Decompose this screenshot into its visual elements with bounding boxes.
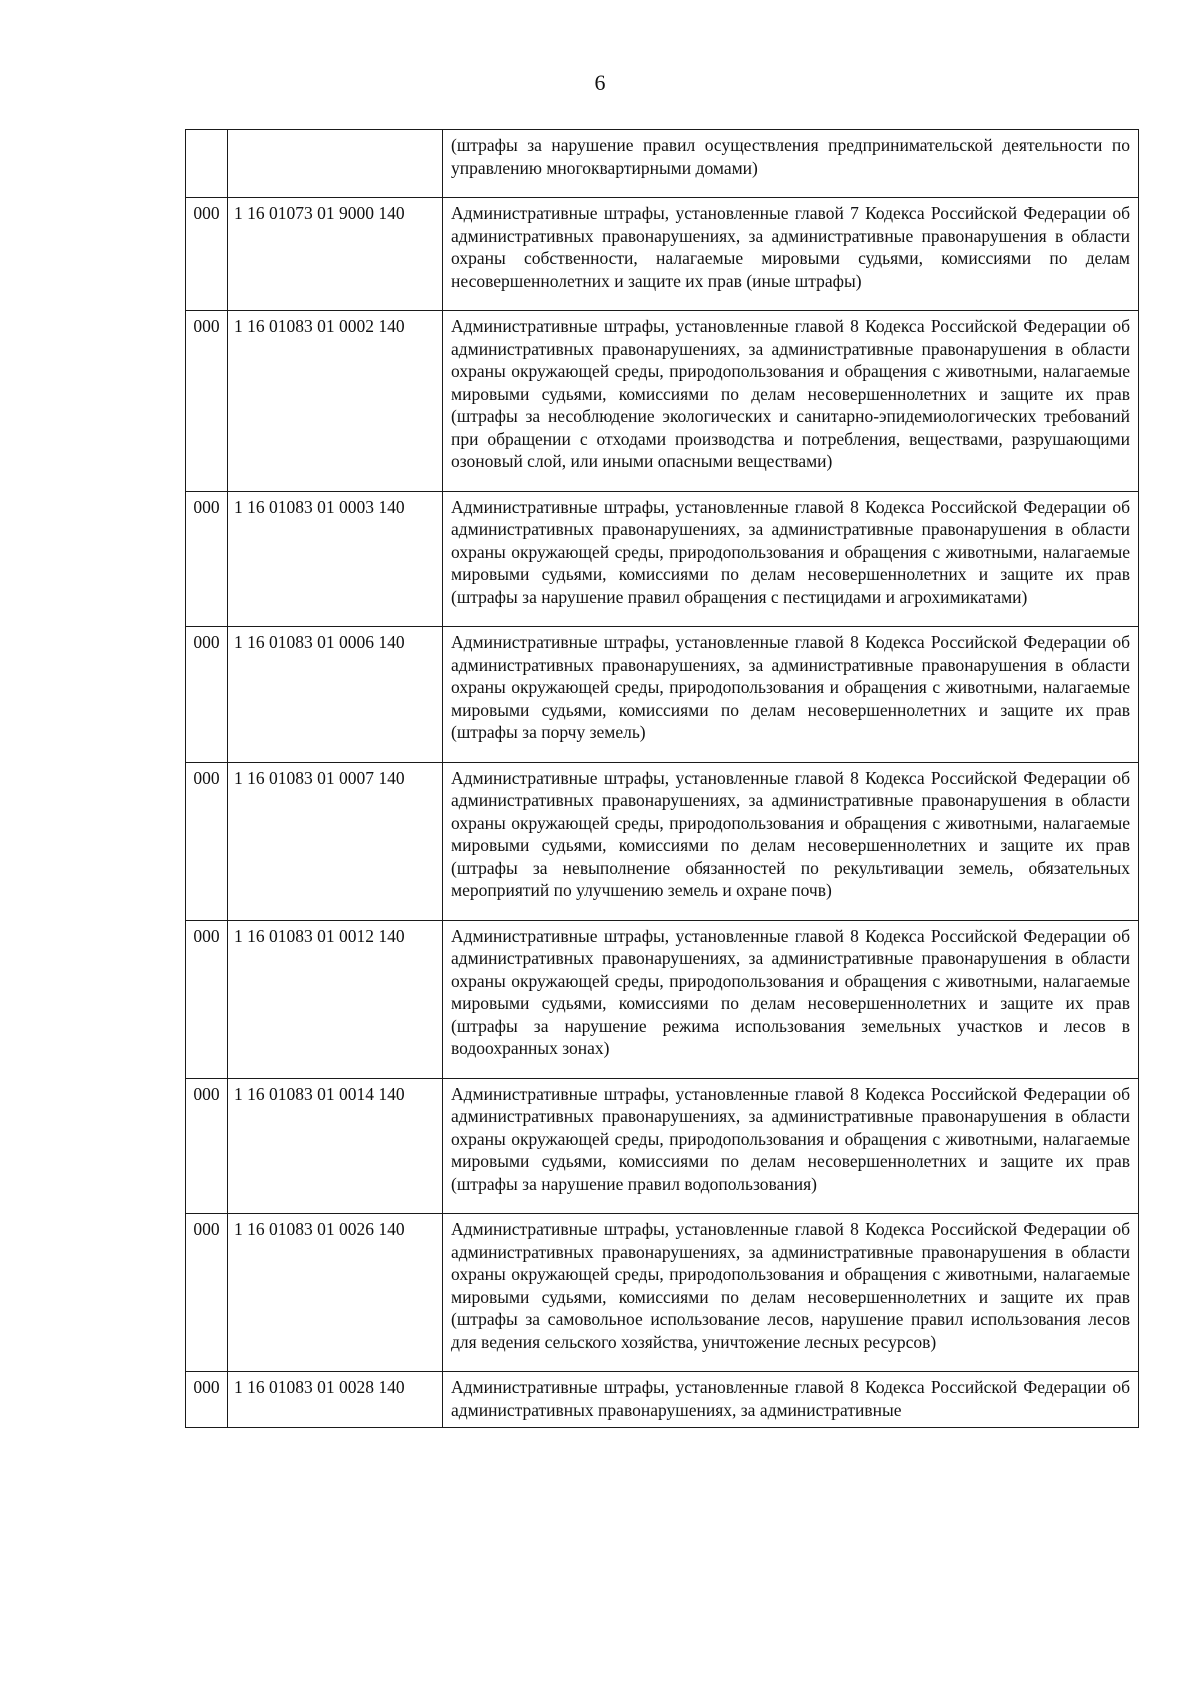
admin-code-cell: 000 [186,198,228,311]
budget-code-cell: 1 16 01083 01 0007 140 [228,762,443,920]
description-cell: Административные штрафы, установленные главой 8 Кодекса Российской Федерации об административных правонарушениях, за административные правонарушения в области охраны окружающей среды, природопользования и обращения с животными, налагаемые мировыми судьями, комиссиями по делам несовершеннолетних и защите их прав (штрафы за нарушение правил водопользования) [443,1078,1139,1214]
admin-code-cell: 000 [186,627,228,763]
budget-code-cell: 1 16 01083 01 0014 140 [228,1078,443,1214]
admin-code-cell: 000 [186,920,228,1078]
description-cell: Административные штрафы, установленные главой 8 Кодекса Российской Федерации об административных правонарушениях, за административные правонарушения в области охраны окружающей среды, природопользования и обращения с животными, налагаемые мировыми судьями, комиссиями по делам несовершеннолетних и защите их прав (штрафы за самовольное использование лесов, нарушение правил использования лесов для ведения сельского хозяйства, уничтожение лесных ресурсов) [443,1214,1139,1372]
description-cell: Административные штрафы, установленные главой 8 Кодекса Российской Федерации об административных правонарушениях, за административные правонарушения в области охраны окружающей среды, природопользования и обращения с животными, налагаемые мировыми судьями, комиссиями по делам несовершеннолетних и защите их прав (штрафы за нарушение режима использования земельных участков и лесов в водоохранных зонах) [443,920,1139,1078]
description-cell: Административные штрафы, установленные главой 8 Кодекса Российской Федерации об административных правонарушениях, за административные правонарушения в области охраны окружающей среды, природопользования и обращения с животными, налагаемые мировыми судьями, комиссиями по делам несовершеннолетних и защите их прав (штрафы за несоблюдение экологических и санитарно-эпидемиологических требований при обращении с отходами производства и потребления, веществами, разрушающими озоновый слой, или иными опасными веществами) [443,311,1139,492]
description-cell: Административные штрафы, установленные главой 8 Кодекса Российской Федерации об административных правонарушениях, за административные [443,1372,1139,1428]
admin-code-cell: 000 [186,1372,228,1428]
admin-code-cell: 000 [186,1078,228,1214]
budget-code-cell: 1 16 01083 01 0002 140 [228,311,443,492]
description-cell: Административные штрафы, установленные главой 7 Кодекса Российской Федерации об административных правонарушениях, за административные правонарушения в области охраны собственности, налагаемые мировыми судьями, комиссиями по делам несовершеннолетних и защите их прав (иные штрафы) [443,198,1139,311]
admin-code-cell [186,130,228,198]
table-row [186,1372,1139,1428]
table-row [186,1214,1139,1372]
page-number: 6 [594,70,606,95]
table-row [186,311,1139,492]
table-row [186,491,1139,627]
budget-code-cell: 1 16 01083 01 0012 140 [228,920,443,1078]
table-row [186,130,1139,198]
budget-code-cell: 1 16 01073 01 9000 140 [228,198,443,311]
admin-code-cell: 000 [186,491,228,627]
table-row [186,762,1139,920]
admin-code-cell: 000 [186,762,228,920]
table-row [186,627,1139,763]
table-row [186,198,1139,311]
description-cell: Административные штрафы, установленные главой 8 Кодекса Российской Федерации об административных правонарушениях, за административные правонарушения в области охраны окружающей среды, природопользования и обращения с животными, налагаемые мировыми судьями, комиссиями по делам несовершеннолетних и защите их прав (штрафы за порчу земель) [443,627,1139,763]
description-cell: (штрафы за нарушение правил осуществления предпринимательской деятельности по управлению многоквартирными домами) [443,130,1139,198]
budget-codes-table [185,129,1139,1428]
description-cell: Административные штрафы, установленные главой 8 Кодекса Российской Федерации об административных правонарушениях, за административные правонарушения в области охраны окружающей среды, природопользования и обращения с животными, налагаемые мировыми судьями, комиссиями по делам несовершеннолетних и защите их прав (штрафы за нарушение правил обращения с пестицидами и агрохимикатами) [443,491,1139,627]
budget-code-cell [228,130,443,198]
budget-code-cell: 1 16 01083 01 0003 140 [228,491,443,627]
admin-code-cell: 000 [186,311,228,492]
budget-code-cell: 1 16 01083 01 0026 140 [228,1214,443,1372]
table-row [186,1078,1139,1214]
budget-code-cell: 1 16 01083 01 0006 140 [228,627,443,763]
budget-code-cell: 1 16 01083 01 0028 140 [228,1372,443,1428]
description-cell: Административные штрафы, установленные главой 8 Кодекса Российской Федерации об административных правонарушениях, за административные правонарушения в области охраны окружающей среды, природопользования и обращения с животными, налагаемые мировыми судьями, комиссиями по делам несовершеннолетних и защите их прав (штрафы за невыполнение обязанностей по рекультивации земель, обязательных мероприятий по улучшению земель и охране почв) [443,762,1139,920]
admin-code-cell: 000 [186,1214,228,1372]
table-row [186,920,1139,1078]
